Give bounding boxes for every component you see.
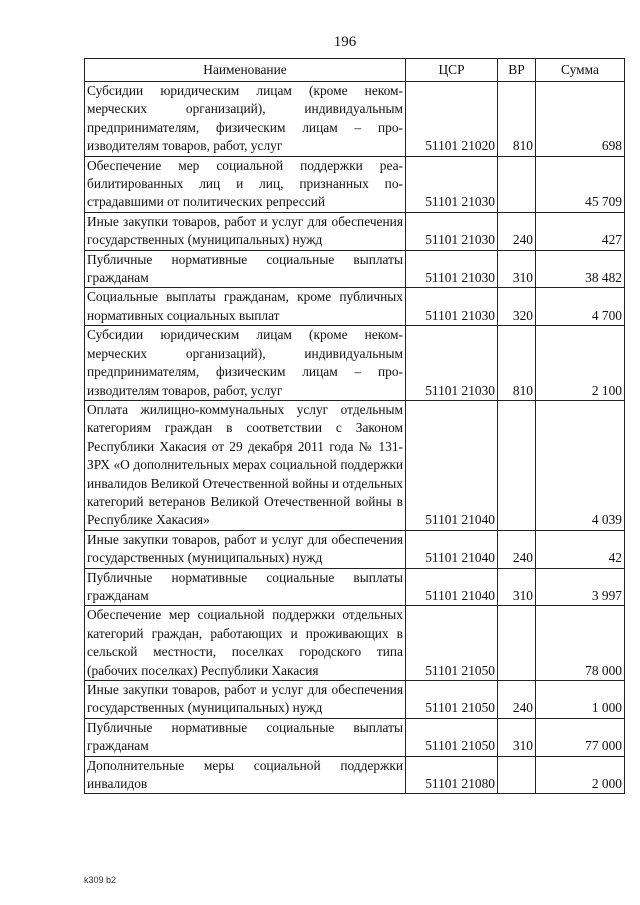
cell-csr: 51101 21050 bbox=[406, 718, 498, 756]
cell-vr bbox=[498, 156, 536, 212]
table-row bbox=[85, 568, 625, 606]
page-number: 196 bbox=[333, 34, 357, 50]
cell-sum: 2 000 bbox=[536, 756, 625, 794]
cell-vr bbox=[498, 756, 536, 794]
cell-name: Публичные нормативные социальные выплаты гражданам bbox=[85, 250, 406, 288]
cell-name: Обеспечение мер социальной поддержки отдельных категорий граждан, работающих и проживающих в сельской местности, поселках городского типа (рабочих поселках) Республики Хакасия bbox=[85, 606, 406, 681]
table-row bbox=[85, 288, 625, 326]
table-row bbox=[85, 250, 625, 288]
cell-csr: 51101 21040 bbox=[406, 568, 498, 606]
cell-vr: 310 bbox=[498, 250, 536, 288]
cell-name: Социальные выплаты гражданам, кроме публичных нормативных социальных выплат bbox=[85, 288, 406, 326]
cell-sum: 698 bbox=[536, 82, 625, 157]
cell-vr: 240 bbox=[498, 681, 536, 719]
cell-csr: 51101 21030 bbox=[406, 156, 498, 212]
cell-csr: 51101 21050 bbox=[406, 606, 498, 681]
cell-name: Субсидии юридическим лицам (кроме некоммерческих организаций), индивидуальным предпринимателям, физическим лицам – производителям товаров, работ, услуг bbox=[85, 326, 406, 401]
table-row bbox=[85, 606, 625, 681]
cell-csr: 51101 21030 bbox=[406, 212, 498, 250]
table-header-row bbox=[85, 59, 625, 82]
table-row bbox=[85, 756, 625, 794]
cell-csr: 51101 21030 bbox=[406, 288, 498, 326]
table-row bbox=[85, 530, 625, 568]
header-vr: ВР bbox=[498, 59, 536, 82]
cell-sum: 4 700 bbox=[536, 288, 625, 326]
table-row bbox=[85, 326, 625, 401]
cell-vr: 240 bbox=[498, 212, 536, 250]
header-sum: Сумма bbox=[536, 59, 625, 82]
header-name: Наименование bbox=[85, 59, 406, 82]
cell-sum: 77 000 bbox=[536, 718, 625, 756]
cell-sum: 42 bbox=[536, 530, 625, 568]
table-row bbox=[85, 156, 625, 212]
cell-sum: 38 482 bbox=[536, 250, 625, 288]
cell-vr: 810 bbox=[498, 326, 536, 401]
cell-csr: 51101 21040 bbox=[406, 530, 498, 568]
cell-vr: 810 bbox=[498, 82, 536, 157]
table-row bbox=[85, 400, 625, 530]
cell-name: Обеспечение мер социальной поддержки реабилитированных лиц и лиц, признанных пострадавшими от политических репрессий bbox=[85, 156, 406, 212]
cell-csr: 51101 21030 bbox=[406, 326, 498, 401]
budget-table bbox=[84, 58, 625, 794]
table-row bbox=[85, 212, 625, 250]
cell-name: Публичные нормативные социальные выплаты гражданам bbox=[85, 568, 406, 606]
cell-sum: 2 100 bbox=[536, 326, 625, 401]
table-row bbox=[85, 718, 625, 756]
cell-sum: 45 709 bbox=[536, 156, 625, 212]
footer-code: k309 b2 bbox=[84, 875, 117, 885]
cell-sum: 78 000 bbox=[536, 606, 625, 681]
header-csr: ЦСР bbox=[406, 59, 498, 82]
cell-csr: 51101 21020 bbox=[406, 82, 498, 157]
cell-vr: 310 bbox=[498, 718, 536, 756]
cell-csr: 51101 21040 bbox=[406, 400, 498, 530]
cell-csr: 51101 21030 bbox=[406, 250, 498, 288]
cell-vr: 240 bbox=[498, 530, 536, 568]
cell-name: Дополнительные меры социальной поддержки инвалидов bbox=[85, 756, 406, 794]
cell-name: Публичные нормативные социальные выплаты гражданам bbox=[85, 718, 406, 756]
table-row bbox=[85, 681, 625, 719]
table-row bbox=[85, 82, 625, 157]
cell-csr: 51101 21050 bbox=[406, 681, 498, 719]
cell-vr bbox=[498, 400, 536, 530]
cell-sum: 427 bbox=[536, 212, 625, 250]
cell-sum: 4 039 bbox=[536, 400, 625, 530]
cell-name: Субсидии юридическим лицам (кроме некоммерческих организаций), индивидуальным предпринимателям, физическим лицам – производителям товаров, работ, услуг bbox=[85, 82, 406, 157]
cell-name: Иные закупки товаров, работ и услуг для обеспечения государственных (муниципальных) нужд bbox=[85, 681, 406, 719]
cell-csr: 51101 21080 bbox=[406, 756, 498, 794]
cell-vr: 320 bbox=[498, 288, 536, 326]
cell-sum: 1 000 bbox=[536, 681, 625, 719]
cell-vr bbox=[498, 606, 536, 681]
cell-sum: 3 997 bbox=[536, 568, 625, 606]
cell-name: Иные закупки товаров, работ и услуг для обеспечения государственных (муниципальных) нужд bbox=[85, 530, 406, 568]
cell-vr: 310 bbox=[498, 568, 536, 606]
cell-name: Оплата жилищно-коммунальных услуг отдельным категориям граждан в соответствии с Законом Республики Хакасия от 29 декабря 2011 года № 131-ЗРХ «О дополнительных мерах социальной поддержки инвалидов Великой Отечественной войны и отдельных категорий ветеранов Великой Отечественной войны в Республике Хакасия» bbox=[85, 400, 406, 530]
cell-name: Иные закупки товаров, работ и услуг для обеспечения государственных (муниципальных) нужд bbox=[85, 212, 406, 250]
